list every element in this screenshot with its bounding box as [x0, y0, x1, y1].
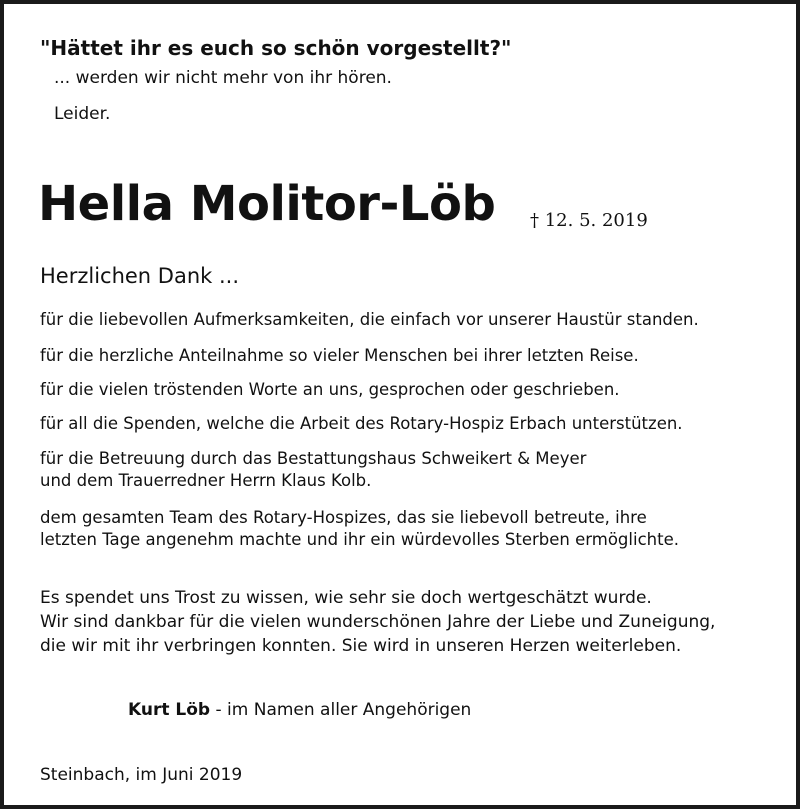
place-date: Steinbach, im Juni 2019 [40, 765, 243, 785]
closing-line: Es spendet uns Trost zu wissen, wie sehr sie doch wertgeschätzt wurde. [40, 588, 652, 608]
thanks-item [40, 345, 639, 367]
thanks-item-line: für die Betreuung durch das Bestattungshaus Schweikert & Meyer [40, 449, 587, 468]
closing-line: Wir sind dankbar für die vielen wunderschönen Jahre der Liebe und Zuneigung, [40, 612, 716, 632]
motto-regret: Leider. [54, 104, 111, 124]
thanks-item-line: letzten Tage angenehm machte und ihr ein würdevolles Sterben ermöglichte. [40, 530, 679, 549]
thanks-item [40, 413, 683, 435]
death-date: † 12. 5. 2019 [530, 210, 648, 231]
thanks-item [40, 448, 586, 492]
thanks-heading: Herzlichen Dank ... [40, 264, 240, 288]
motto-continuation: ... werden wir nicht mehr von ihr hören. [54, 68, 392, 88]
thanks-item-line: für die herzliche Anteilnahme so vieler Menschen bei ihrer letzten Reise. [40, 346, 639, 365]
closing-line: die wir mit ihr verbringen konnten. Sie wird in unseren Herzen weiterleben. [40, 636, 682, 656]
closing-paragraph [40, 586, 715, 658]
motto-quote: "Hättet ihr es euch so schön vorgestellt?" [40, 36, 512, 60]
signature-name: Kurt Löb [128, 700, 211, 720]
thanks-item [40, 507, 679, 551]
signature-suffix: - im Namen aller Angehörigen [210, 700, 472, 720]
thanks-item [40, 379, 620, 401]
thanks-item-line: dem gesamten Team des Rotary-Hospizes, das sie liebevoll betreute, ihre [40, 508, 647, 527]
thanks-item-line: und dem Trauerredner Herrn Klaus Kolb. [40, 471, 372, 490]
thanks-item [40, 309, 699, 331]
thanks-item-line: für die liebevollen Aufmerksamkeiten, die einfach vor unserer Haustür standen. [40, 310, 699, 329]
thanks-item-line: für all die Spenden, welche die Arbeit des Rotary-Hospiz Erbach unterstützen. [40, 414, 683, 433]
signature [128, 700, 471, 720]
deceased-name: Hella Molitor-Löb [38, 176, 496, 232]
thanks-item-line: für die vielen tröstenden Worte an uns, gesprochen oder geschrieben. [40, 380, 620, 399]
